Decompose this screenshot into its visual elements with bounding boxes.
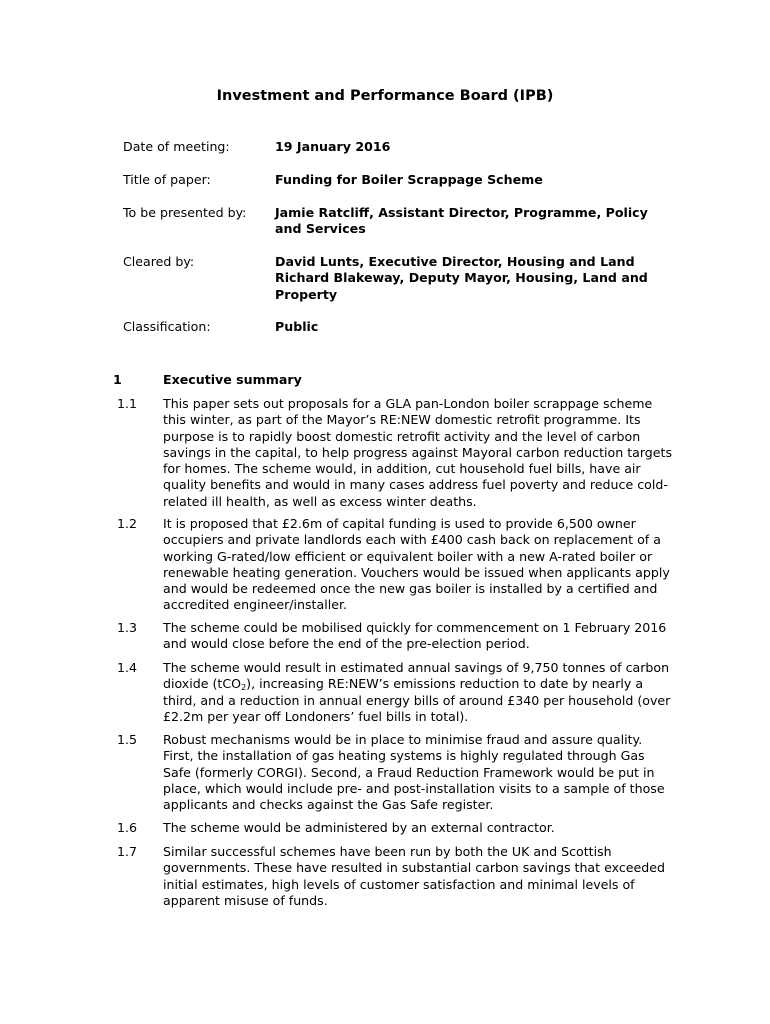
paragraph-text: It is proposed that £2.6m of capital funding is used to provide 6,500 owner occupiers and private landlords each with £400 cash back on replacement of a working G-rated/low efficient or equivalent boiler with a new A-rated boiler or renewable heating generation. Vouchers would be issued when applicants apply and would be redeemed once the new gas boiler is installed by a certified and accredited engineer/installer. <box>163 516 670 613</box>
meta-label-date: Date of meeting: <box>123 139 230 154</box>
paragraph-text: The scheme could be mobilised quickly for commencement on 1 February 2016 and would close before the end of the pre-election period. <box>163 620 667 652</box>
meta-value-presenter: Jamie Ratcliff, Assistant Director, Programme, Policy and Services <box>275 205 648 237</box>
meta-label-cleared: Cleared by: <box>123 254 195 269</box>
meta-value-cleared: David Lunts, Executive Director, Housing and Land Richard Blakeway, Deputy Mayor, Housing, Land and Property <box>275 254 648 302</box>
meta-value-date: 19 January 2016 <box>275 139 391 154</box>
paragraph-text: The scheme would result in estimated annual savings of 9,750 tonnes of carbon dioxide (tCO$_2$), increasing RE:NEW’s emissions reduction to date by nearly a third, and a reduction in annual energy bills of around £340 per household (over £2.2m per year off Londoners’ fuel bills in total). <box>163 660 671 724</box>
meta-value-classification: Public <box>275 319 319 334</box>
paragraph-number: 1.3 <box>117 620 138 635</box>
paragraph-number: 1.4 <box>117 660 138 675</box>
paragraph-text: Robust mechanisms would be in place to minimise fraud and assure quality. First, the installation of gas heating systems is highly regulated through Gas Safe (formerly CORGI). Second, a Fraud Reduction Framework would be put in place, which would include pre- and post-installation visits to a sample of those applicants and checks against the Gas Safe register. <box>163 732 665 813</box>
paragraph-number: 1.1 <box>117 396 138 411</box>
meta-label-presenter: To be presented by: <box>123 205 247 220</box>
meta-label-title: Title of paper: <box>123 172 211 187</box>
paragraph-number: 1.6 <box>117 820 138 835</box>
paragraph-text: Similar successful schemes have been run by both the UK and Scottish governments. These have resulted in substantial carbon savings that exceeded initial estimates, high levels of customer satisfaction and minimal levels of apparent misuse of funds. <box>163 844 665 908</box>
paragraph-number: 1.7 <box>117 844 138 859</box>
section-heading: Executive summary <box>163 372 302 387</box>
document-title: Investment and Performance Board (IPB) <box>216 88 554 104</box>
section-number: 1 <box>113 372 122 387</box>
subscript-two: 2 <box>241 683 247 693</box>
paragraph-text: The scheme would be administered by an external contractor. <box>163 820 555 835</box>
paragraph-text: This paper sets out proposals for a GLA pan-London boiler scrappage scheme this winter, as part of the Mayor’s RE:NEW domestic retrofit programme. Its purpose is to rapidly boost domestic retrofit activity and the level of carbon savings in the capital, to help progress against Mayoral carbon reduction targets for homes. The scheme would, in addition, cut household fuel bills, have air quality benefits and would in many cases address fuel poverty and reduce cold- related ill health, as well as excess winter deaths. <box>163 396 673 509</box>
meta-label-classification: Classification: <box>123 319 211 334</box>
paragraph-number: 1.2 <box>117 516 138 531</box>
paragraph-number: 1.5 <box>117 732 138 747</box>
meta-value-title: Funding for Boiler Scrappage Scheme <box>275 172 543 187</box>
